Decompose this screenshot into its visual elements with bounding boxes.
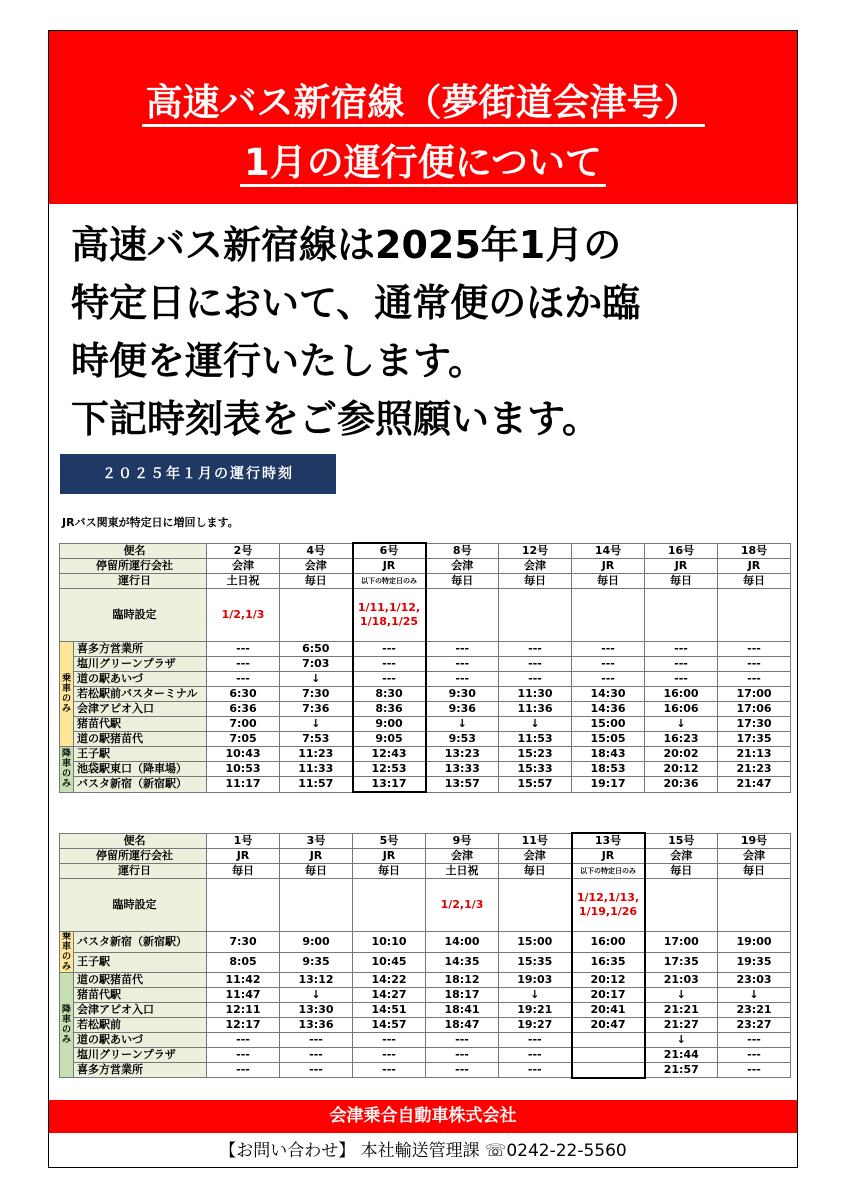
outbound-time-cell: 9:05 <box>353 732 426 747</box>
inbound-stop-row <box>60 973 791 988</box>
inbound-header-label: 停留所運行会社 <box>60 849 207 864</box>
outbound-time-cell: 6:30 <box>207 687 280 702</box>
inbound-name-cell: 5号 <box>353 833 426 849</box>
inbound-name-cell: 15号 <box>645 833 718 849</box>
outbound-header-label: 臨時設定 <box>60 589 207 642</box>
outbound-stop-name: 道の駅猪苗代 <box>74 732 207 747</box>
outbound-stop-row <box>60 687 791 702</box>
inbound-time-cell: 20:17 <box>572 988 645 1003</box>
inbound-time-cell: 14:27 <box>353 988 426 1003</box>
inbound-time-cell: --- <box>426 1048 499 1063</box>
inbound-time-cell: 13:36 <box>280 1018 353 1033</box>
inbound-time-cell <box>572 1033 645 1048</box>
outbound-company-cell: JR <box>718 559 791 574</box>
inbound-temp-cell <box>353 879 426 932</box>
outbound-time-cell: --- <box>207 672 280 687</box>
inbound-company-cell: JR <box>280 849 353 864</box>
outbound-alight-label: 降 車 の み <box>60 747 74 793</box>
inbound-stop-row <box>60 932 791 953</box>
inbound-time-cell: 7:30 <box>207 932 280 953</box>
note-text: JRバス関東が特定日に増回します。 <box>62 516 239 529</box>
title-line-2 <box>49 139 797 187</box>
outbound-days-cell: 以下の特定日のみ <box>353 574 426 589</box>
inbound-stop-row <box>60 1003 791 1018</box>
outbound-days-cell: 毎日 <box>645 574 718 589</box>
outbound-stop-row <box>60 642 791 657</box>
inbound-header-label: 便名 <box>60 833 207 849</box>
intro-line: 特定日において、通常便のほか臨 <box>71 281 641 325</box>
inbound-stop-name: 猪苗代駅 <box>74 988 207 1003</box>
inbound-days-cell: 毎日 <box>353 864 426 879</box>
outbound-company-cell: 会津 <box>499 559 572 574</box>
outbound-time-cell: 11:17 <box>207 777 280 793</box>
outbound-days-cell: 土日祝 <box>207 574 280 589</box>
inbound-time-cell: --- <box>280 1063 353 1078</box>
inbound-days-cell: 毎日 <box>280 864 353 879</box>
inbound-time-cell: 21:03 <box>645 973 718 988</box>
inbound-time-cell: 14:22 <box>353 973 426 988</box>
outbound-time-cell: --- <box>645 642 718 657</box>
inbound-time-cell: ↓ <box>718 988 791 1003</box>
outbound-days-cell: 毎日 <box>499 574 572 589</box>
outbound-stop-row <box>60 672 791 687</box>
inbound-header-row <box>60 849 791 864</box>
outbound-time-cell: 16:23 <box>645 732 718 747</box>
inbound-temp-cell <box>207 879 280 932</box>
outbound-stop-row <box>60 747 791 762</box>
inbound-days-cell: 毎日 <box>645 864 718 879</box>
inbound-time-cell: 20:12 <box>572 973 645 988</box>
inbound-time-cell: ↓ <box>499 988 572 1003</box>
outbound-time-cell: 17:30 <box>718 717 791 732</box>
outbound-temp-cell: 1/2,1/3 <box>207 589 280 642</box>
outbound-time-cell: 16:06 <box>645 702 718 717</box>
inbound-time-cell: 8:05 <box>207 952 280 973</box>
inbound-time-cell: 21:57 <box>645 1063 718 1078</box>
outbound-stop-row <box>60 777 791 793</box>
outbound-stop-row <box>60 732 791 747</box>
inbound-stop-name: 会津アピオ入口 <box>74 1003 207 1018</box>
outbound-temp-cell <box>426 589 499 642</box>
outbound-time-cell: --- <box>353 642 426 657</box>
outbound-time-cell: 8:36 <box>353 702 426 717</box>
inbound-company-cell: 会津 <box>645 849 718 864</box>
inbound-time-cell: 15:35 <box>499 952 572 973</box>
title-line-2-text: 1月の運行便について <box>240 141 606 187</box>
outbound-name-cell: 2号 <box>207 543 280 559</box>
outbound-time-cell: 9:00 <box>353 717 426 732</box>
outbound-time-cell: --- <box>499 672 572 687</box>
inbound-name-cell: 11号 <box>499 833 572 849</box>
inbound-time-cell: 19:35 <box>718 952 791 973</box>
inbound-time-cell: 14:35 <box>426 952 499 973</box>
inbound-time-cell: 18:17 <box>426 988 499 1003</box>
outbound-temp-cell: 1/11,1/12, 1/18,1/25 <box>353 589 426 642</box>
outbound-time-cell: 7:05 <box>207 732 280 747</box>
inbound-time-cell: --- <box>426 1033 499 1048</box>
inbound-time-cell: --- <box>353 1063 426 1078</box>
outbound-time-cell: --- <box>353 657 426 672</box>
outbound-stop-name: バスタ新宿（新宿駅） <box>74 777 207 793</box>
outbound-time-cell: 11:36 <box>499 702 572 717</box>
inbound-time-cell: 21:27 <box>645 1018 718 1033</box>
inbound-stop-name: 道の駅猪苗代 <box>74 973 207 988</box>
outbound-stop-name: 道の駅あいづ <box>74 672 207 687</box>
outbound-time-cell: 14:30 <box>572 687 645 702</box>
inbound-time-cell: 10:45 <box>353 952 426 973</box>
outbound-header-row <box>60 543 791 559</box>
outbound-time-cell: 11:30 <box>499 687 572 702</box>
inbound-time-cell: 15:00 <box>499 932 572 953</box>
inbound-time-cell <box>572 1048 645 1063</box>
outbound-stop-name: 喜多方営業所 <box>74 642 207 657</box>
inbound-header-label: 運行日 <box>60 864 207 879</box>
outbound-time-cell: 12:43 <box>353 747 426 762</box>
outbound-stop-name: 若松駅前バスターミナル <box>74 687 207 702</box>
outbound-header-row <box>60 589 791 642</box>
inbound-alight-label: 降 車 の み <box>60 973 74 1078</box>
inbound-time-cell: 18:12 <box>426 973 499 988</box>
inbound-temp-cell <box>280 879 353 932</box>
outbound-time-cell: 21:47 <box>718 777 791 793</box>
outbound-temp-cell <box>499 589 572 642</box>
inbound-time-cell: 23:21 <box>718 1003 791 1018</box>
inbound-time-cell: --- <box>207 1048 280 1063</box>
outbound-stop-row <box>60 717 791 732</box>
outbound-time-cell: --- <box>207 642 280 657</box>
outbound-time-cell: 17:00 <box>718 687 791 702</box>
inbound-time-cell: --- <box>207 1063 280 1078</box>
inbound-time-cell: 9:00 <box>280 932 353 953</box>
outbound-stop-name: 塩川グリーンプラザ <box>74 657 207 672</box>
inbound-stop-name: 喜多方営業所 <box>74 1063 207 1078</box>
inbound-days-cell: 以下の特定日のみ <box>572 864 645 879</box>
outbound-time-cell: 21:13 <box>718 747 791 762</box>
inbound-temp-cell: 1/2,1/3 <box>426 879 499 932</box>
inbound-time-cell: 20:47 <box>572 1018 645 1033</box>
inbound-company-cell: JR <box>207 849 280 864</box>
outbound-time-cell: 13:23 <box>426 747 499 762</box>
outbound-time-cell: 13:17 <box>353 777 426 793</box>
inbound-time-cell: 18:41 <box>426 1003 499 1018</box>
outbound-time-cell: 7:00 <box>207 717 280 732</box>
inbound-days-cell: 毎日 <box>499 864 572 879</box>
inbound-time-cell: --- <box>718 1063 791 1078</box>
outbound-stop-name: 猪苗代駅 <box>74 717 207 732</box>
outbound-stop-row <box>60 762 791 777</box>
inbound-company-cell: 会津 <box>499 849 572 864</box>
inbound-time-cell: 19:27 <box>499 1018 572 1033</box>
outbound-time-cell: --- <box>718 672 791 687</box>
outbound-time-cell: 6:50 <box>280 642 353 657</box>
outbound-company-cell: 会津 <box>280 559 353 574</box>
outbound-stop-row <box>60 702 791 717</box>
inbound-timetable <box>59 832 791 1079</box>
inbound-time-cell: 16:35 <box>572 952 645 973</box>
outbound-time-cell: ↓ <box>426 717 499 732</box>
outbound-days-cell: 毎日 <box>572 574 645 589</box>
outbound-header-label: 便名 <box>60 543 207 559</box>
inbound-time-cell: --- <box>280 1033 353 1048</box>
outbound-temp-cell <box>718 589 791 642</box>
outbound-time-cell: 20:02 <box>645 747 718 762</box>
inbound-time-cell: --- <box>353 1033 426 1048</box>
inbound-stop-row <box>60 1033 791 1048</box>
inbound-name-cell: 3号 <box>280 833 353 849</box>
outbound-name-cell: 8号 <box>426 543 499 559</box>
inbound-time-cell: 21:21 <box>645 1003 718 1018</box>
outbound-time-cell: --- <box>426 642 499 657</box>
inbound-stop-name: 道の駅あいづ <box>74 1033 207 1048</box>
inbound-stop-name: 若松駅前 <box>74 1018 207 1033</box>
outbound-days-cell: 毎日 <box>718 574 791 589</box>
inbound-time-cell: --- <box>207 1033 280 1048</box>
outbound-header-row <box>60 574 791 589</box>
inbound-time-cell: 19:00 <box>718 932 791 953</box>
outbound-company-cell: JR <box>572 559 645 574</box>
outbound-time-cell: --- <box>718 657 791 672</box>
inbound-time-cell: 14:57 <box>353 1018 426 1033</box>
inbound-temp-cell <box>645 879 718 932</box>
inbound-days-cell: 毎日 <box>718 864 791 879</box>
outbound-time-cell: 11:57 <box>280 777 353 793</box>
notice-frame <box>48 30 798 1168</box>
inbound-stop-row <box>60 1048 791 1063</box>
inbound-temp-cell <box>499 879 572 932</box>
outbound-time-cell: 17:06 <box>718 702 791 717</box>
outbound-time-cell: 18:53 <box>572 762 645 777</box>
inbound-header-row <box>60 879 791 932</box>
inbound-company-cell: 会津 <box>718 849 791 864</box>
inbound-days-cell: 土日祝 <box>426 864 499 879</box>
inbound-time-cell: ↓ <box>645 1033 718 1048</box>
section-title-badge: ２０２５年１月の運行時刻 <box>60 454 336 494</box>
inbound-time-cell: --- <box>499 1048 572 1063</box>
outbound-time-cell: 9:30 <box>426 687 499 702</box>
outbound-time-cell: 6:36 <box>207 702 280 717</box>
outbound-days-cell: 毎日 <box>280 574 353 589</box>
inbound-time-cell: 11:47 <box>207 988 280 1003</box>
outbound-time-cell: --- <box>572 672 645 687</box>
outbound-time-cell: 11:33 <box>280 762 353 777</box>
outbound-days-cell: 毎日 <box>426 574 499 589</box>
outbound-timetable <box>59 542 791 793</box>
inbound-company-cell: JR <box>572 849 645 864</box>
outbound-time-cell: 18:43 <box>572 747 645 762</box>
outbound-company-cell: 会津 <box>426 559 499 574</box>
inbound-name-cell: 9号 <box>426 833 499 849</box>
outbound-name-cell: 12号 <box>499 543 572 559</box>
inbound-stop-name: バスタ新宿（新宿駅） <box>74 932 207 953</box>
company-name: 会津乗合自動車株式会社 <box>49 1100 797 1133</box>
outbound-time-cell: 16:00 <box>645 687 718 702</box>
outbound-name-cell: 14号 <box>572 543 645 559</box>
inbound-time-cell <box>572 1063 645 1078</box>
inbound-time-cell: 13:30 <box>280 1003 353 1018</box>
inbound-stop-name: 王子駅 <box>74 952 207 973</box>
inbound-time-cell: 14:00 <box>426 932 499 953</box>
inbound-time-cell: 23:27 <box>718 1018 791 1033</box>
outbound-company-cell: JR <box>645 559 718 574</box>
inbound-stop-row <box>60 1018 791 1033</box>
inbound-stop-row <box>60 1063 791 1078</box>
outbound-time-cell: --- <box>572 642 645 657</box>
inbound-time-cell: ↓ <box>645 988 718 1003</box>
inbound-time-cell: 17:35 <box>645 952 718 973</box>
outbound-time-cell: 15:05 <box>572 732 645 747</box>
outbound-time-cell: 13:33 <box>426 762 499 777</box>
outbound-name-cell: 6号 <box>353 543 426 559</box>
outbound-time-cell: 8:30 <box>353 687 426 702</box>
outbound-name-cell: 18号 <box>718 543 791 559</box>
outbound-time-cell: --- <box>207 657 280 672</box>
inbound-time-cell: 11:42 <box>207 973 280 988</box>
outbound-name-cell: 4号 <box>280 543 353 559</box>
inbound-company-cell: JR <box>353 849 426 864</box>
inbound-name-cell: 19号 <box>718 833 791 849</box>
title-line-1 <box>49 79 797 127</box>
inbound-days-cell: 毎日 <box>207 864 280 879</box>
intro-line: 下記時刻表をご参照願います。 <box>71 397 600 441</box>
outbound-board-label: 乗 車 の み <box>60 642 74 747</box>
outbound-time-cell: 9:53 <box>426 732 499 747</box>
inbound-time-cell: 18:47 <box>426 1018 499 1033</box>
outbound-time-cell: ↓ <box>280 672 353 687</box>
inbound-time-cell: 14:51 <box>353 1003 426 1018</box>
outbound-header-label: 停留所運行会社 <box>60 559 207 574</box>
outbound-time-cell: 7:53 <box>280 732 353 747</box>
outbound-time-cell: 10:53 <box>207 762 280 777</box>
inbound-time-cell: --- <box>718 1048 791 1063</box>
outbound-temp-cell <box>280 589 353 642</box>
outbound-time-cell: 17:35 <box>718 732 791 747</box>
outbound-temp-cell <box>645 589 718 642</box>
inbound-header-row <box>60 833 791 849</box>
outbound-time-cell: ↓ <box>645 717 718 732</box>
outbound-time-cell: 15:33 <box>499 762 572 777</box>
outbound-header-label: 運行日 <box>60 574 207 589</box>
title-line-1-text: 高速バス新宿線（夢街道会津号） <box>142 81 705 127</box>
inbound-time-cell: --- <box>280 1048 353 1063</box>
outbound-name-cell: 16号 <box>645 543 718 559</box>
outbound-stop-name: 池袋駅東口（降車場） <box>74 762 207 777</box>
outbound-time-cell: 11:23 <box>280 747 353 762</box>
outbound-stop-row <box>60 657 791 672</box>
outbound-time-cell: 13:57 <box>426 777 499 793</box>
outbound-time-cell: --- <box>353 672 426 687</box>
outbound-time-cell: --- <box>499 657 572 672</box>
outbound-time-cell: --- <box>499 642 572 657</box>
outbound-time-cell: 20:12 <box>645 762 718 777</box>
outbound-time-cell: ↓ <box>280 717 353 732</box>
inbound-time-cell: --- <box>499 1033 572 1048</box>
outbound-temp-cell <box>572 589 645 642</box>
inbound-time-cell: 21:44 <box>645 1048 718 1063</box>
inbound-time-cell: 16:00 <box>572 932 645 953</box>
outbound-time-cell: 10:43 <box>207 747 280 762</box>
outbound-time-cell: 7:30 <box>280 687 353 702</box>
outbound-company-cell: 会津 <box>207 559 280 574</box>
title-banner <box>49 31 797 204</box>
outbound-stop-name: 王子駅 <box>74 747 207 762</box>
outbound-time-cell: 15:23 <box>499 747 572 762</box>
outbound-time-cell: --- <box>426 657 499 672</box>
inbound-time-cell: 19:21 <box>499 1003 572 1018</box>
inbound-board-label: 乗 車 の み <box>60 932 74 973</box>
outbound-time-cell: --- <box>572 657 645 672</box>
inbound-stop-name: 塩川グリーンプラザ <box>74 1048 207 1063</box>
inbound-time-cell: 13:12 <box>280 973 353 988</box>
inbound-stop-row <box>60 952 791 973</box>
outbound-time-cell: 21:23 <box>718 762 791 777</box>
outbound-time-cell: 7:36 <box>280 702 353 717</box>
outbound-header-row <box>60 559 791 574</box>
inbound-time-cell: 19:03 <box>499 973 572 988</box>
outbound-time-cell: --- <box>645 657 718 672</box>
inbound-stop-row <box>60 988 791 1003</box>
inbound-time-cell: 20:41 <box>572 1003 645 1018</box>
inbound-time-cell: 12:11 <box>207 1003 280 1018</box>
outbound-time-cell: 15:00 <box>572 717 645 732</box>
outbound-time-cell: 11:53 <box>499 732 572 747</box>
outbound-time-cell: 12:53 <box>353 762 426 777</box>
outbound-time-cell: 20:36 <box>645 777 718 793</box>
inbound-header-label: 臨時設定 <box>60 879 207 932</box>
outbound-time-cell: ↓ <box>499 717 572 732</box>
inbound-name-cell: 1号 <box>207 833 280 849</box>
contact-info: 【お問い合わせ】 本社輸送管理課 ☏0242-22-5560 <box>219 1141 627 1161</box>
inbound-time-cell: 12:17 <box>207 1018 280 1033</box>
outbound-time-cell: 14:36 <box>572 702 645 717</box>
inbound-time-cell: --- <box>499 1063 572 1078</box>
inbound-company-cell: 会津 <box>426 849 499 864</box>
inbound-temp-cell <box>718 879 791 932</box>
outbound-time-cell: 7:03 <box>280 657 353 672</box>
outbound-company-cell: JR <box>353 559 426 574</box>
inbound-time-cell: --- <box>426 1063 499 1078</box>
outbound-time-cell: 19:17 <box>572 777 645 793</box>
inbound-time-cell: 17:00 <box>645 932 718 953</box>
inbound-temp-cell: 1/12,1/13, 1/19,1/26 <box>572 879 645 932</box>
intro-line: 時便を運行いたします。 <box>71 339 486 383</box>
inbound-time-cell: --- <box>353 1048 426 1063</box>
outbound-time-cell: 15:57 <box>499 777 572 793</box>
inbound-time-cell: 9:35 <box>280 952 353 973</box>
intro-line: 高速バス新宿線は2025年1月の <box>71 223 622 267</box>
inbound-name-cell: 13号 <box>572 833 645 849</box>
intro-text <box>71 216 791 448</box>
outbound-stop-name: 会津アピオ入口 <box>74 702 207 717</box>
outbound-time-cell: 9:36 <box>426 702 499 717</box>
inbound-time-cell: --- <box>718 1033 791 1048</box>
inbound-header-row <box>60 864 791 879</box>
inbound-time-cell: 23:03 <box>718 973 791 988</box>
inbound-time-cell: ↓ <box>280 988 353 1003</box>
outbound-time-cell: --- <box>426 672 499 687</box>
outbound-time-cell: --- <box>718 642 791 657</box>
inbound-time-cell: 10:10 <box>353 932 426 953</box>
outbound-time-cell: --- <box>645 672 718 687</box>
